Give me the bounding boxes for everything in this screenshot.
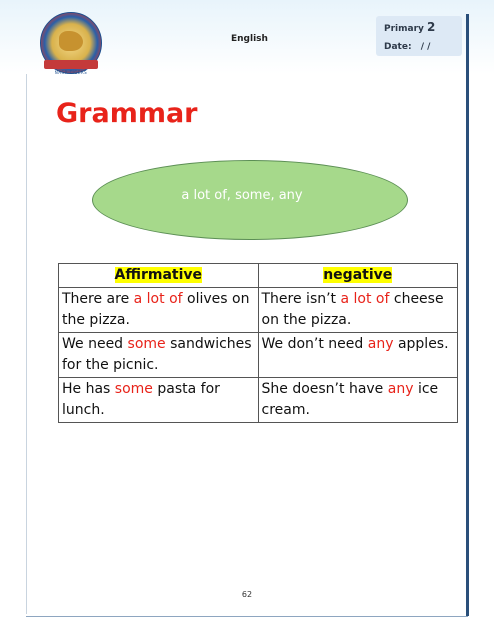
left-border (26, 74, 27, 614)
sentence-text: cheese on the pizza. (261, 291, 444, 328)
date-line (384, 42, 430, 52)
header-negative: negative (258, 264, 458, 288)
affirmative-cell (59, 288, 259, 333)
page-number: 62 (241, 590, 253, 599)
right-border (466, 14, 469, 616)
quantifier-word: a lot of (340, 291, 390, 307)
quantifier-word: some (127, 336, 166, 352)
grade-line (384, 20, 435, 34)
tiger-icon (59, 31, 83, 51)
quantifier-word: any (367, 336, 394, 352)
grammar-table (58, 263, 458, 423)
logo-text: NASR TIGERS (54, 70, 88, 75)
logo-banner (44, 60, 98, 69)
page-title: Grammar (56, 98, 198, 129)
table-row (59, 333, 458, 378)
table-row (59, 288, 458, 333)
grade-label: Primary (384, 24, 424, 34)
subject-label: English (231, 34, 268, 44)
sentence-text: apples. (393, 336, 449, 352)
sentence-text: She doesn’t have (261, 381, 388, 397)
bottom-border (26, 616, 468, 617)
topic-text: a lot of, some, any (181, 188, 303, 203)
quantifier-word: some (114, 381, 153, 397)
date-value: / / (420, 42, 431, 52)
negative-cell (258, 288, 458, 333)
sentence-text: We need (62, 336, 128, 352)
negative-cell (258, 333, 458, 378)
negative-cell (258, 378, 458, 423)
sentence-text: There isn’t (261, 291, 341, 307)
sentence-text: He has (62, 381, 115, 397)
header-affirmative: Affirmative (59, 264, 259, 288)
grade-number: 2 (427, 20, 436, 34)
date-label: Date: (384, 42, 412, 52)
sentence-text: pasta for lunch. (62, 381, 220, 418)
sentence-text: ice cream. (261, 381, 439, 418)
affirmative-cell (59, 378, 259, 423)
table-header-row (59, 264, 458, 288)
sentence-text: olives on the pizza. (62, 291, 250, 328)
affirmative-cell (59, 333, 259, 378)
quantifier-word: any (387, 381, 414, 397)
sentence-text: We don’t need (261, 336, 368, 352)
quantifier-word: a lot of (133, 291, 183, 307)
table-row (59, 378, 458, 423)
sentence-text: sandwiches for the picnic. (62, 336, 252, 373)
sentence-text: There are (62, 291, 134, 307)
